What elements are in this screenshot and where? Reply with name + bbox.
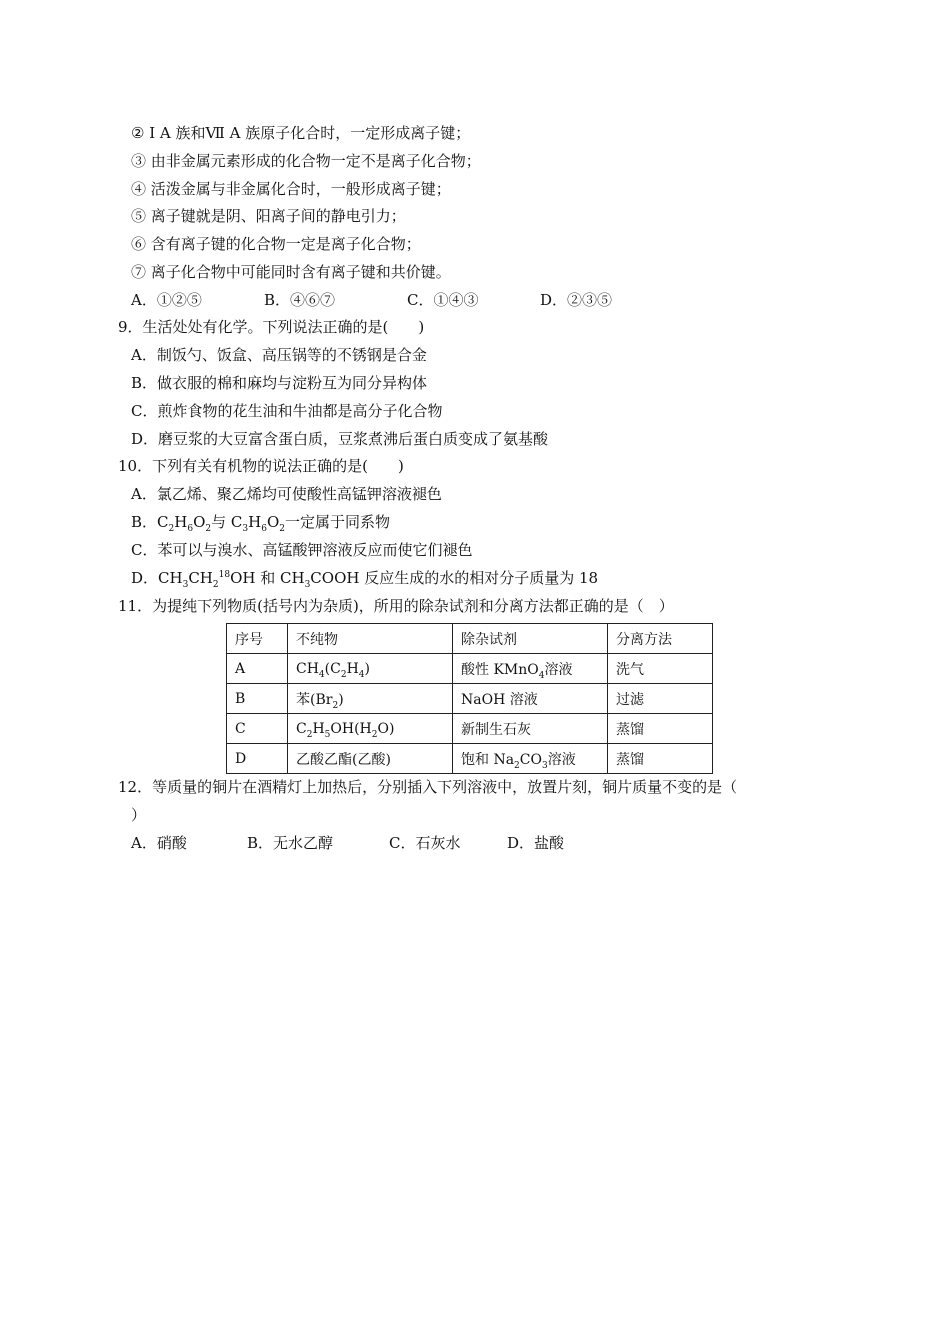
q9-stem: 9．生活处处有化学。下列说法正确的是( ) <box>118 318 425 336</box>
q9-option-c: C．煎炸食物的花生油和牛油都是高分子化合物 <box>131 402 443 420</box>
row-reagent: 酸性 KMnO$_4$溶液 <box>453 654 608 684</box>
row-method: 蒸馏 <box>608 744 713 774</box>
q11-stem: 11．为提纯下列物质(括号内为杂质)，所用的除杂试剂和分离方法都正确的是（ ） <box>118 597 674 615</box>
row-method: 洗气 <box>608 654 713 684</box>
q12-option-d: D．盐酸 <box>507 834 565 852</box>
q8-statement-6: ⑥ 含有离子键的化合物一定是离子化合物； <box>131 235 421 253</box>
q8-option-d: D．②③⑤ <box>540 291 613 309</box>
header-method: 分离方法 <box>608 624 713 654</box>
q8-statement-2: ② Ⅰ A 族和Ⅶ A 族原子化合时，一定形成离子键； <box>131 124 471 142</box>
row-id: C <box>227 714 288 744</box>
table-header-row <box>227 624 713 654</box>
q8-option-c: C．①④③ <box>407 291 479 309</box>
q10-option-d: D．$CH_3CH_2^{18}OH$ 和 $CH_3COOH$ 反应生成的水的相对分子质量为 18 <box>131 569 599 590</box>
header-impure: 不纯物 <box>288 624 453 654</box>
table-row <box>227 684 713 714</box>
q12-stem: 12．等质量的铜片在酒精灯上加热后，分别插入下列溶液中，放置片刻，铜片质量不变的是（ <box>118 778 738 796</box>
header-index: 序号 <box>227 624 288 654</box>
table-row <box>227 714 713 744</box>
q11-table <box>226 623 713 774</box>
q9-option-b: B．做衣服的棉和麻均与淀粉互为同分异构体 <box>131 374 428 392</box>
row-id: D <box>227 744 288 774</box>
q10-option-a: A．氯乙烯、聚乙烯均可使酸性高锰钾溶液褪色 <box>131 485 442 503</box>
q8-option-b: B．④⑥⑦ <box>264 291 336 309</box>
q8-statement-5: ⑤ 离子键就是阴、阳离子间的静电引力； <box>131 207 406 225</box>
row-reagent: NaOH 溶液 <box>453 684 608 714</box>
q9-option-a: A．制饭勺、饭盒、高压锅等的不锈钢是合金 <box>131 346 427 364</box>
q12-option-a: A．硝酸 <box>131 834 187 852</box>
q8-statement-7: ⑦ 离子化合物中可能同时含有离子键和共价键。 <box>131 263 451 281</box>
row-impure: 乙酸乙酯(乙酸) <box>288 744 453 774</box>
header-reagent: 除杂试剂 <box>453 624 608 654</box>
row-reagent: 新制生石灰 <box>453 714 608 744</box>
q12-option-c: C．石灰水 <box>389 834 461 852</box>
table-row <box>227 744 713 774</box>
q10-option-c: C．苯可以与溴水、高锰酸钾溶液反应而使它们褪色 <box>131 541 473 559</box>
q12-stem-end: ） <box>131 806 147 824</box>
q8-options <box>131 290 612 310</box>
q8-statement-4: ④ 活泼金属与非金属化合时，一般形成离子键； <box>131 180 451 198</box>
q8-statement-3: ③ 由非金属元素形成的化合物一定不是离子化合物； <box>131 152 481 170</box>
row-impure: 苯$(Br_2)$ <box>288 684 453 714</box>
row-impure: $C_2H_5OH(H_2O)$ <box>288 714 453 744</box>
row-method: 过滤 <box>608 684 713 714</box>
row-id: A <box>227 654 288 684</box>
table-row <box>227 654 713 684</box>
q8-option-a: A．①②⑤ <box>131 291 202 309</box>
q10-stem: 10．下列有关有机物的说法正确的是( ) <box>118 457 404 475</box>
row-reagent: 饱和 $Na_2CO_3$溶液 <box>453 744 608 774</box>
row-impure: $CH_4(C_2H_4)$ <box>288 654 453 684</box>
q12-option-b: B．无水乙醇 <box>247 834 334 852</box>
q12-options <box>131 833 564 853</box>
q9-option-d: D．磨豆浆的大豆富含蛋白质，豆浆煮沸后蛋白质变成了氨基酸 <box>131 430 549 448</box>
row-id: B <box>227 684 288 714</box>
q10-option-b: B．$C_2H_6O_2$与 $C_3H_6O_2$一定属于同系物 <box>131 513 390 534</box>
row-method: 蒸馏 <box>608 714 713 744</box>
